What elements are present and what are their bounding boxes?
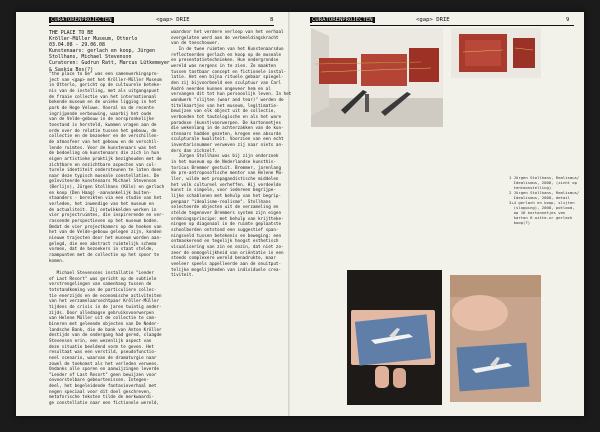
photo-caption: 1 Jürgen Stollhans, Realismus/ Idealismus, 2008, (zicht op tentoonstelling) 2 Jürgen Stollhans, Realismus/ Idealismus, 2008, detail 3+4 gerlach en koop, slijten (slopping), 2008, potlood, op 16 kartonnetjes van karton 6 witte-ur gerlach koop(?) — [509, 175, 580, 225]
left-running-title: <gap> DRIE — [156, 17, 190, 23]
left-column-text-2: Michael Stevensons installatie "Lender of Last Resort" was gericht op de subtiele verstrengelingen van samenhang tussen de totstandkoming van de particuliere collec- tie enerzijds en de economische activiteiten van het verzamelaarsechtpaar Kröller-Müller tijdens de crisis in de jaren twintig ander- zijds. Door alledaagse gebruiksvoorwerpen van Helene Müller uit de collectie te com- bineren met geleende objecten van De Neder- landsche Bank, die de bank van Anton Kröller destijds van de ondergang had gered, slaagde Stevenson erin, een wezenlijk aspect van deze situatie beeldend vorm te geven. Het resultaat was een verstild, pseudofunctio- neel scenario, waarvan de dramaturgie naar zowel de toekomst als het verleden verwees. Ondanks alle sporen en aanwijzingen leverde "Lender of Last Resort" geen bewijzen voor onvoorstelbare gebeurtenissen. Integen- deel, het begeleidende fantasieverhaal met negen speciaal voor dit doel geschreven, metaforische teksten tilde de merkwaardi- ge constellatie naar een fictionele wereld, — [49, 271, 162, 407]
left-header-rule — [49, 25, 274, 26]
right-column-text: waardoor het verdere verloop van het verhaal overgelaten werd aan de verbeeldingskracht van de toeschouwer. In de twee ruimten van het Kunstenaarsduo reflecteerden gerlach en koop op de museale en presentatietechnieken. Hun ondergrondse wereld was nergens in te zien. Ze maakten tussen tastbaar concept en fictionele instal- latie. Het een bijna rituele gebaar spiegel- den zij bijvoorbeeld een sculptuur van Carl André neerden kunnen ongeveer hem en al vervangen dit tot hun persoonlijk leven. In het wandwerk "slijten (wear and tear)" werden de titelkaartjes van het museum, legitimatie- bewijzen van elk object uit de collectie, verbonden tot tautologische en als het ware paradoxe (kunst)voorwerpen. De kartonnetjes die wekenlang in de achterzakken van de kun- stenaars hadden gezeten, kregen een absurde sculpturale kwaliteit. Voorzien van een echt inventarisnummer verweven zij naar niets an- ders dan zichzelf. Jürgen Stollhans was bij zijn onderzoek in het museum op de Nederlandse kunsthis- toricus Bremmer gestuit. Bremmer, jarenlang de pre-antroposofische mentor van Helene Mü- ller, wilde met propagandistische middelen het volk cultureel verheffen. Hij verdeelde kunst in simpele, voor iedereen begrijpe- lijke schablonen met behulp van het begrip- penpaar "idealisme-realisme". Stollhans selecteerde objecten uit de verzameling en stelde tegenover Bremmers system zijn eigen ordeningsprincipe: met behulp van krijtteke- ningen op diagonaal in de ruimte geplaatste schoolborden ontstond een suggestief span- ningsveld tussen betekenis en beweging: een ontmaskerend en tegelijk hoogst esthetisch visualisering van zin en onzin, dat niet zo- zeer de onmogelijkheid van oriëntatie in een steeds complexere wereld benadrukte, maar veeleer speels appelleerde aan de onuitput- telijke mogelijkheden van individuele crea- tiviteit. — [171, 30, 292, 279]
gallery-detail-photo — [451, 28, 541, 78]
project-meta: THE PLACE TO BE Kröller-Müller Museum, Otterlo 03.04.08 - 29.06.08 Kunstenaars: gerlach en koop, Jürgen Stollhans, Michael Stevenson Curatoren: Gudrun Ratt, Marcus Lütkemeyer & Saskia Bos(?) — [49, 30, 170, 73]
right-page-number: 9 — [566, 17, 570, 23]
hands-card-photo — [347, 270, 442, 405]
left-section-label: CURATORENPROJECTEN — [51, 17, 112, 23]
right-running-title: <gap> DRIE — [416, 17, 450, 23]
left-column-text-1: "the place to be" was een samenwerkingspro- ject van <gap> met het Kröller-Müller Museum in Otterlo, gericht op de cultuurele beteke- nis van de instelling, met als uitgangspunt de fraaie collectie van het internationaal bekende museum en de unieke ligging in het park de Hoge Veluwe. Vooral na de recente ingrijpende verbouwing, waarbij het oude van de Velde-gebouw in de oorspronkelijke toestand is hersteld, kwamen vragen aan de orde over de relatie tussen het gebouw, de collectie en de bezoeker en de verschillen- de atmosfeer van het gebouw en de verschil- lende ruimtes. Voor de kunstenaars was het de bedoeling om kunstenaars die zich in hun eigen artistieke praktijk bezighouden met de zichtbare en onzichtbare aspecten van cul- turele identiteit ondersteunen te laten doen naar deze typisch museale constellaties. De geïnviteerde kunstenaars Michael Stevenson (Berlijn), Jürgen Stollhans (Köln) en gerlach en koop (Den Haag) -aanvankelijk buiten- staanders - bereikten via een studie van het verleden, het inwendige van het museum en de actualiteit. Zij ontwikkelden werken in vier projectruimtes, die inspirerende en ver- rassende perspectieven op het museum boden. Omdat de vier projectkamers op de hoeken van het van de Velde-gebouw gelegen zijn, konden nieuwe trajecten door het museum worden aan- gelegd, die een abstract ruimtelijk schema vormen, dat de bezoekers in staat stelde, raampunten met de collectie op het spoor te komen. — [49, 72, 165, 264]
gallery-photo — [311, 28, 443, 127]
right-header-rule — [310, 25, 574, 26]
right-section-label: CURATORENPROJECTEN — [312, 17, 373, 23]
hand-card-photo — [450, 275, 541, 402]
left-page-number: 8 — [270, 17, 274, 23]
